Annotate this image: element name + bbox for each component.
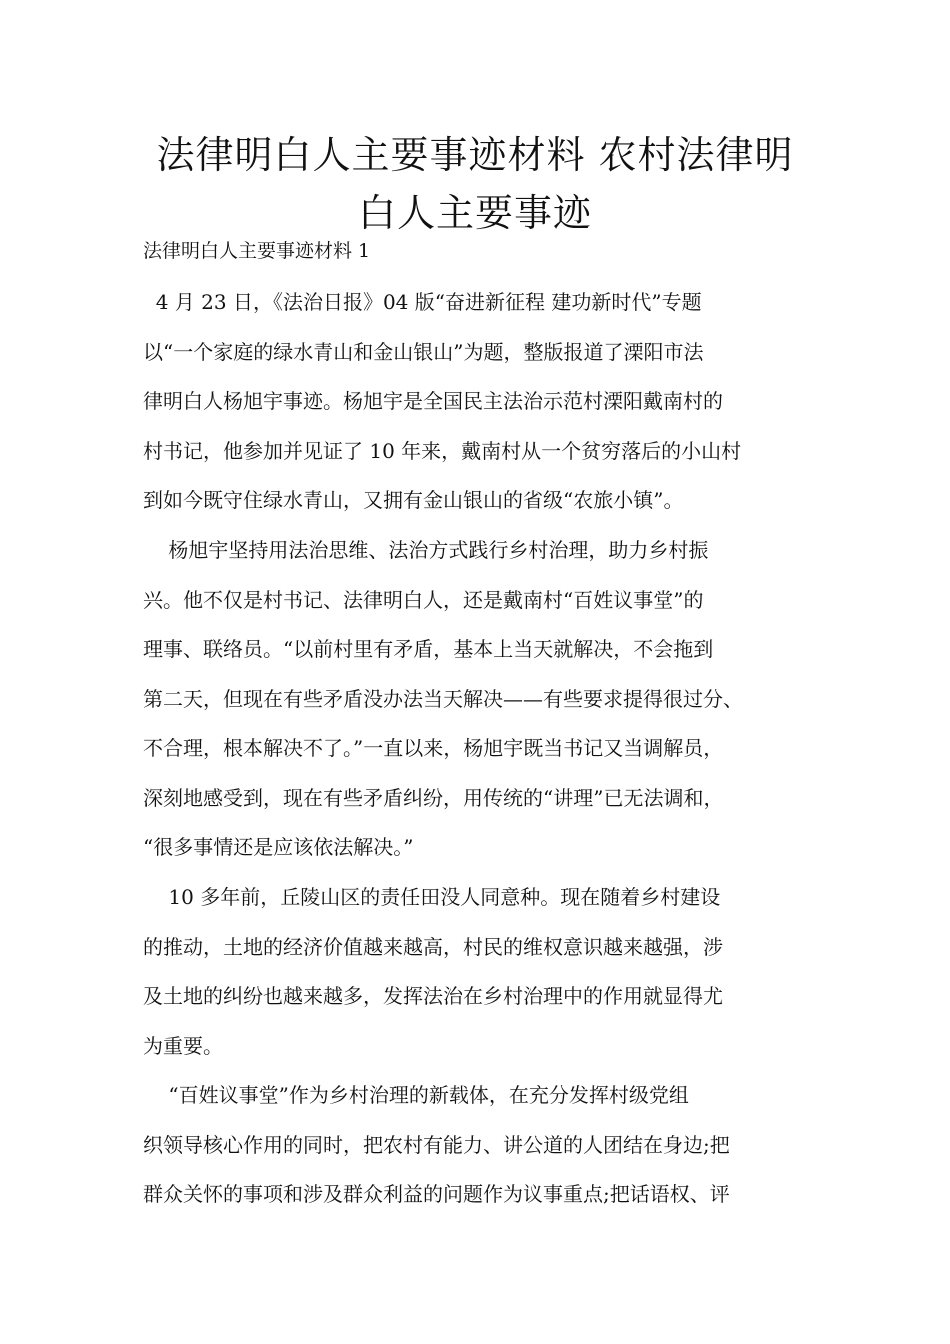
section-subheading: 法律明白人主要事迹材料 1 bbox=[143, 240, 371, 262]
paragraph-1 bbox=[143, 278, 823, 526]
paragraph-line: 4 月 23 日，《法治日报》04 版“奋进新征程 建功新时代”专题 bbox=[143, 290, 702, 314]
paragraph-line: 到如今既守住绿水青山，又拥有金山银山的省级“农旅小镇”。 bbox=[143, 488, 684, 512]
paragraph-line: 及土地的纠纷也越来越多，发挥法治在乡村治理中的作用就显得尤 bbox=[143, 984, 723, 1008]
paragraph-line: 深刻地感受到，现在有些矛盾纠纷，用传统的“讲理”已无法调和， bbox=[143, 785, 724, 810]
paragraph-line: 织领导核心作用的同时，把农村有能力、讲公道的人团结在身边;把 bbox=[143, 1132, 730, 1157]
paragraph-line: 律明白人杨旭宇事迹。杨旭宇是全国民主法治示范村溧阳戴南村的 bbox=[143, 389, 723, 413]
paragraph-2 bbox=[143, 526, 823, 873]
paragraph-line: 10 多年前，丘陵山区的责任田没人同意种。现在随着乡村建设 bbox=[143, 885, 721, 909]
document-title bbox=[120, 126, 830, 242]
paragraph-line: 理事、联络员。“以前村里有矛盾，基本上当天就解决，不会拖到 bbox=[143, 637, 714, 661]
paragraph-3 bbox=[143, 873, 823, 1071]
paragraph-line: “很多事情还是应该依法解决。” bbox=[143, 835, 414, 859]
paragraph-line: 以“一个家庭的绿水青山和金山银山”为题，整版报道了溧阳市法 bbox=[143, 339, 704, 364]
title-line-2: 白人主要事迹 bbox=[357, 191, 592, 235]
paragraph-line: 的推动，土地的经济价值越来越高，村民的维权意识越来越强，涉 bbox=[143, 934, 723, 959]
paragraph-line: 村书记，他参加并见证了 10 年来，戴南村从一个贫穷落后的小山村 bbox=[143, 438, 742, 463]
title-line-1: 法律明白人主要事迹材料 农村法律明 bbox=[156, 133, 794, 177]
paragraph-line: 杨旭宇坚持用法治思维、法治方式践行乡村治理，助力乡村振 bbox=[143, 538, 709, 562]
paragraph-line: 为重要。 bbox=[143, 1033, 223, 1058]
paragraph-4 bbox=[143, 1071, 823, 1220]
paragraph-line: 不合理，根本解决不了。”一直以来，杨旭宇既当书记又当调解员， bbox=[143, 736, 724, 760]
paragraph-line: “百姓议事堂”作为乡村治理的新载体，在充分发挥村级党组 bbox=[143, 1083, 689, 1107]
paragraph-line: 群众关怀的事项和涉及群众利益的问题作为议事重点;把话语权、评 bbox=[143, 1182, 730, 1206]
paragraph-line: 第二天，但现在有些矛盾没办法当天解决——有些要求提得很过分、 bbox=[143, 686, 743, 711]
paragraph-line: 兴。他不仅是村书记、法律明白人，还是戴南村“百姓议事堂”的 bbox=[143, 587, 704, 612]
